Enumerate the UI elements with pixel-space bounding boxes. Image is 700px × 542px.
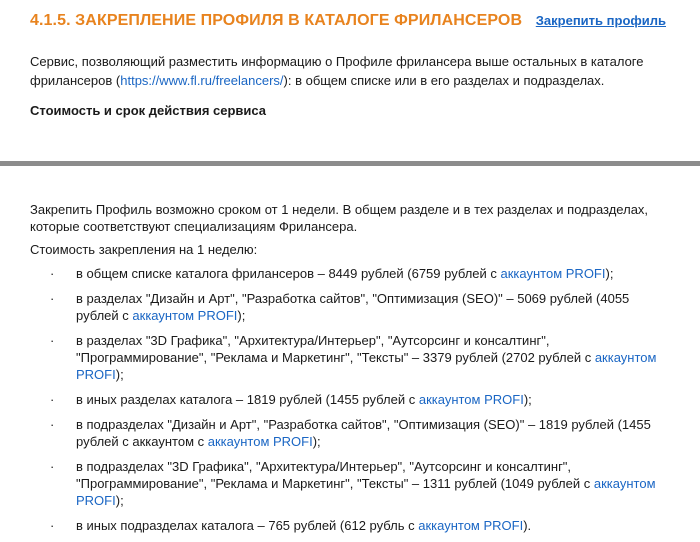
pin-profile-link[interactable]: Закрепить профиль <box>535 13 666 28</box>
price-item-end: ); <box>237 308 246 323</box>
term-paragraph: Закрепить Профиль возможно сроком от 1 недели. В общем разделе и в тех разделах и подразделах, которые соответствуют специализациям Фрилансера. <box>30 202 649 234</box>
bullet-icon: · <box>50 459 55 474</box>
freelancers-catalog-link[interactable]: https://www.fl.ru/freelancers/ <box>120 73 284 88</box>
divider <box>0 161 700 166</box>
profi-account-link[interactable]: аккаунтом PROFI <box>132 308 238 323</box>
list-item <box>30 332 670 383</box>
price-item-end: ). <box>523 518 532 533</box>
price-list <box>30 265 670 534</box>
bullet-icon: · <box>50 291 55 306</box>
profi-account-link[interactable]: аккаунтом PROFI <box>418 392 524 407</box>
price-item-text: в общем списке каталога фрилансеров – 8449 рублей (6759 рублей с <box>76 266 501 281</box>
price-item-end: ); <box>605 266 614 281</box>
cost-heading: Стоимость и срок действия сервиса <box>30 103 267 118</box>
profi-account-link[interactable]: аккаунтом PROFI <box>418 518 524 533</box>
intro-text-after: ): в общем списке или в его разделах и подразделах. <box>283 73 605 88</box>
intro-paragraph <box>30 52 670 90</box>
bullet-icon: · <box>50 333 55 348</box>
list-item <box>30 458 670 509</box>
price-item-text: в разделах "3D Графика", "Архитектура/Интерьер", "Аутсорсинг и консалтинг", "Программирование", "Реклама и Маркетинг", "Тексты" – 3379 рублей (2702 рублей с <box>76 333 595 365</box>
bullet-icon: · <box>50 266 55 281</box>
intro-text-before: Сервис, позволяющий разместить информацию о Профиле фрилансера выше остальных в каталоге фрилансеров ( <box>30 54 644 88</box>
price-item-end: ); <box>523 392 532 407</box>
price-item-end: ); <box>115 367 124 382</box>
list-item <box>30 265 670 282</box>
bullet-icon: · <box>50 392 55 407</box>
price-item-text: в иных подразделах каталога – 765 рублей (612 рубль с <box>76 518 419 533</box>
service-details <box>30 201 670 542</box>
bullet-icon: · <box>50 518 55 533</box>
price-intro: Стоимость закрепления на 1 неделю: <box>30 242 258 257</box>
bullet-icon: · <box>50 417 55 432</box>
price-item-text: в подразделах "Дизайн и Арт", "Разработка сайтов", "Оптимизация (SEO)" – 1819 рублей (1455 рублей с аккаунтом с <box>76 417 651 449</box>
price-item-text: в подразделах "3D Графика", "Архитектура/Интерьер", "Аутсорсинг и консалтинг", "Программирование", "Реклама и Маркетинг", "Тексты" – 1311 рублей (1049 рублей с <box>76 459 594 491</box>
profi-account-link[interactable]: аккаунтом PROFI <box>76 350 657 382</box>
price-item-end: ); <box>312 434 321 449</box>
price-item-end: ); <box>115 493 124 508</box>
profi-account-link[interactable]: аккаунтом PROFI <box>207 434 313 449</box>
section-title: 4.1.5. ЗАКРЕПЛЕНИЕ ПРОФИЛЯ В КАТАЛОГЕ ФРИЛАНСЕРОВ <box>30 12 523 29</box>
list-item <box>30 416 670 450</box>
profi-account-link[interactable]: аккаунтом PROFI <box>76 476 656 508</box>
list-item <box>30 290 670 324</box>
section-header <box>30 12 670 34</box>
list-item <box>30 517 670 534</box>
profi-account-link[interactable]: аккаунтом PROFI <box>500 266 606 281</box>
price-item-text: в иных разделах каталога – 1819 рублей (1455 рублей с <box>76 392 419 407</box>
price-item-text: в разделах "Дизайн и Арт", "Разработка сайтов", "Оптимизация (SEO)" – 5069 рублей (4055 рублей с <box>76 291 630 323</box>
list-item <box>30 391 670 408</box>
